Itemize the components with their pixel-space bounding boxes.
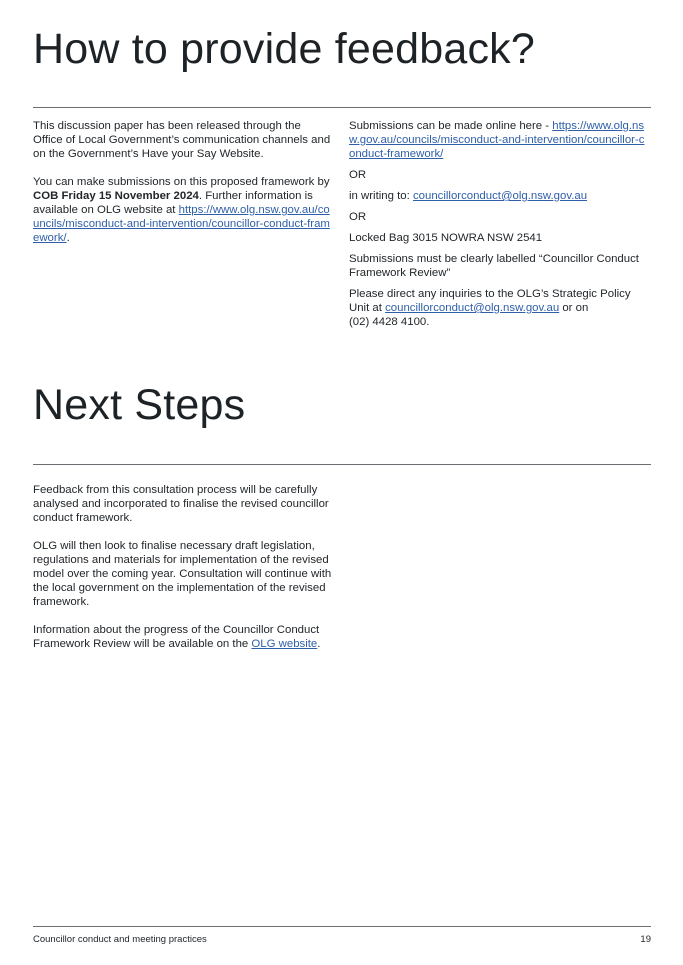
section-heading-next-steps: Next Steps bbox=[33, 381, 246, 429]
or-separator-1: OR bbox=[349, 169, 367, 181]
inquiries-text: Please direct any inquiries to the OLG’s Strategic Policy Unit at bbox=[349, 288, 631, 314]
olg-website-link[interactable]: OLG website bbox=[251, 638, 318, 650]
info-text: . Further information is available on OLG website at bbox=[33, 190, 313, 216]
label-instruction: Submissions must be clearly labelled “Councillor Conduct Framework Review” bbox=[349, 253, 639, 279]
section-divider bbox=[33, 107, 651, 108]
or-separator-2: OR bbox=[349, 211, 367, 223]
inquiries-or-text: or on bbox=[559, 302, 589, 314]
section-heading-feedback: How to provide feedback? bbox=[33, 25, 535, 73]
footer-divider bbox=[33, 926, 651, 927]
next-steps-column bbox=[33, 483, 341, 651]
progress-end: . bbox=[317, 638, 321, 650]
page-number: 19 bbox=[640, 934, 651, 945]
online-submission-link[interactable]: https://www.olg.nsw.gov.au/councils/misconduct-and-intervention/councillor-conduct-framework/ bbox=[349, 120, 645, 160]
feedback-right-column bbox=[349, 119, 649, 329]
sentence-end: . bbox=[66, 232, 70, 244]
feedback-left-column bbox=[33, 119, 333, 245]
deadline-text: COB Friday 15 November 2024 bbox=[33, 190, 199, 202]
submission-email-link[interactable]: councillorconduct@olg.nsw.gov.au bbox=[412, 190, 588, 202]
writing-text: in writing to: bbox=[349, 190, 413, 202]
online-submission-text: Submissions can be made online here - bbox=[349, 120, 553, 132]
submission-paragraph bbox=[33, 175, 333, 245]
progress-text: Information about the progress of the Councillor Conduct Framework Review will be available on the bbox=[33, 624, 320, 650]
submission-text: You can make submissions on this proposed framework by bbox=[33, 176, 330, 188]
writing-paragraph bbox=[349, 189, 649, 203]
legislation-paragraph: OLG will then look to finalise necessary draft legislation, regulations and materials for implementation of the revised model over the coming year. Consultation will continue with the local government on the implementation of the revised framework. bbox=[33, 540, 332, 608]
feedback-process-paragraph: Feedback from this consultation process will be carefully analysed and incorporated to finalise the revised councillor conduct framework. bbox=[33, 484, 329, 524]
inquiries-phone: (02) 4428 4100. bbox=[349, 316, 430, 328]
release-paragraph: This discussion paper has been released through the Office of Local Government’s communication channels and on the Government’s Have your Say Website. bbox=[33, 120, 331, 160]
online-submission-paragraph bbox=[349, 119, 649, 161]
inquiries-email-link[interactable]: councillorconduct@olg.nsw.gov.au bbox=[385, 302, 560, 314]
progress-paragraph bbox=[33, 623, 341, 651]
postal-address: Locked Bag 3015 NOWRA NSW 2541 bbox=[349, 232, 543, 244]
olg-framework-link[interactable]: https://www.olg.nsw.gov.au/councils/misconduct-and-intervention/councillor-conduct-framework/ bbox=[33, 204, 330, 244]
section-divider bbox=[33, 464, 651, 465]
footer-title: Councillor conduct and meeting practices bbox=[33, 934, 207, 945]
inquiries-paragraph bbox=[349, 287, 649, 329]
